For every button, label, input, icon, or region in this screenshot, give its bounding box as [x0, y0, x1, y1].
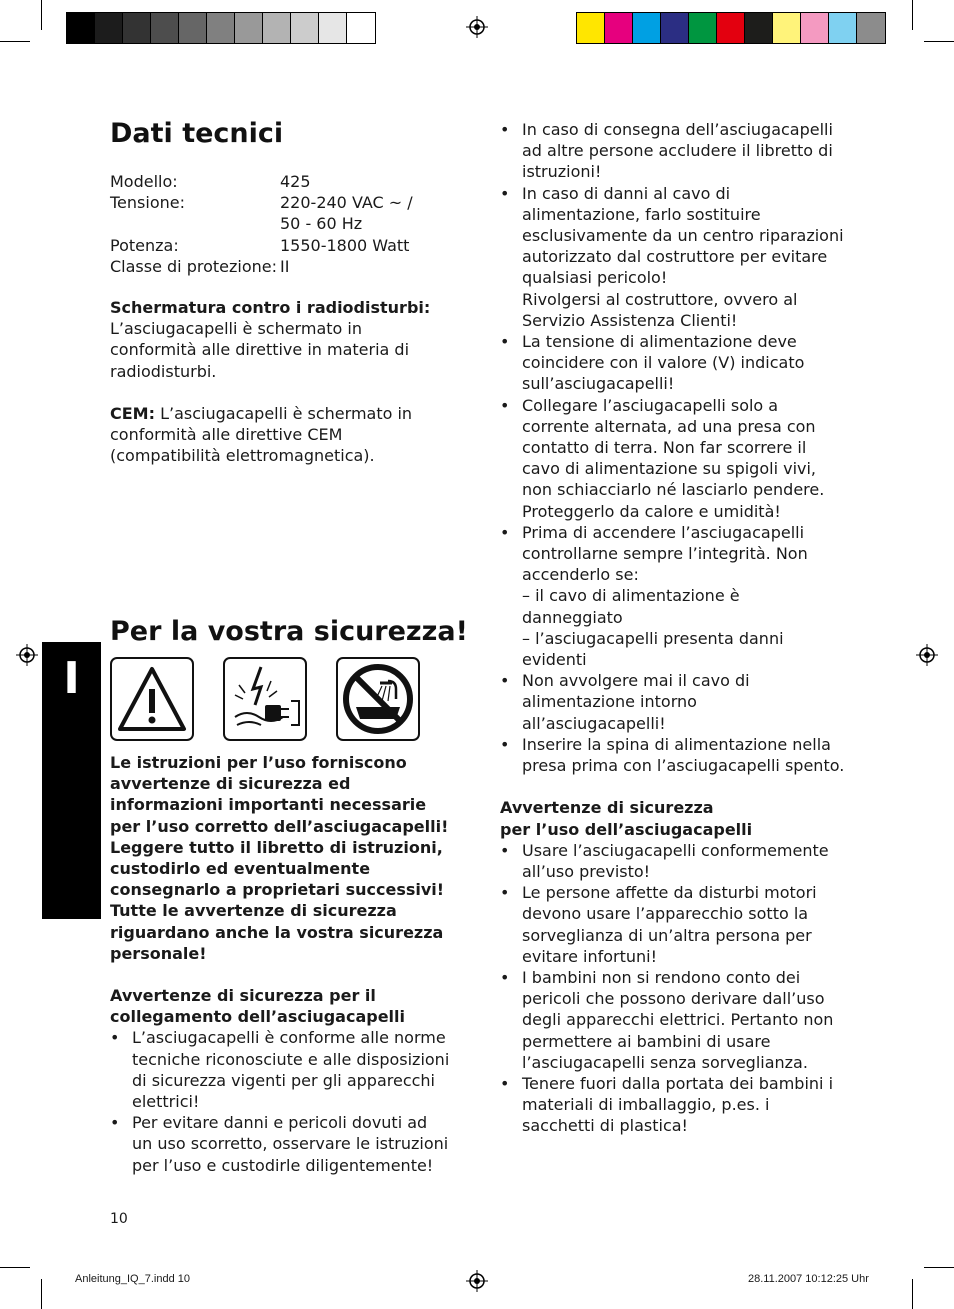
- list-item: • Collegare l’asciugacapelli solo a corrente alternata, ad una presa con contatto di terra. Non far scorrere il cavo di alimentazione su spigoli vivi, non schiacciarlo né lasciarlo pendere. Proteggerlo da calore e umidità!: [500, 395, 845, 522]
- color-swatch: [661, 13, 689, 43]
- color-swatch: [207, 13, 235, 43]
- connection-heading: Avvertenze di sicurezza per il collegamento dell’asciugacapelli: [110, 986, 405, 1027]
- spec-value: 220-240 VAC ~ /: [280, 193, 413, 213]
- color-swatch: [263, 13, 291, 43]
- color-swatch: [67, 13, 95, 43]
- spec-key: Modello:: [110, 172, 178, 191]
- page-number: 10: [110, 1211, 128, 1227]
- color-swatch: [857, 13, 885, 43]
- spec-row: [110, 213, 450, 234]
- spec-row: [110, 256, 450, 277]
- color-swatch: [577, 13, 605, 43]
- spec-value: II: [280, 256, 290, 276]
- spec-value: 425: [280, 172, 311, 191]
- list-item: • Tenere fuori dalla portata dei bambini i materiali di imballaggio, p.es. i sacchetti di plastica!: [500, 1073, 845, 1137]
- color-swatch: [829, 13, 857, 43]
- color-swatch: [689, 13, 717, 43]
- general-safety-list: [500, 119, 845, 776]
- color-swatch: [347, 13, 375, 43]
- spec-key: Potenza:: [110, 235, 179, 255]
- language-side-tab: [42, 642, 101, 919]
- footer-datetime: 28.11.2007 10:12:25 Uhr: [748, 1273, 869, 1285]
- usage-heading-line-1: Avvertenze di sicurezza: [500, 798, 714, 818]
- tech-specs: [110, 171, 450, 277]
- color-swatch: [179, 13, 207, 43]
- list-item: • La tensione di alimentazione deve coincidere con il valore (V) indicato sull’asciugacapelli!: [500, 331, 845, 395]
- list-item: • I bambini non si rendono conto dei pericoli che possono derivare dall’uso degli apparecchi elettrici. Pertanto non permettere ai bambini di usare l’asciugacapelli senza sorveglianza.: [500, 967, 845, 1073]
- list-item: • In caso di consegna dell’asciugacapelli ad altre persone accludere il libretto di istruzioni!: [500, 119, 845, 183]
- shield-section: [110, 297, 450, 466]
- grayscale-color-bar: [66, 12, 376, 44]
- registration-mark-icon: [916, 644, 938, 666]
- right-column: [500, 119, 845, 1137]
- connection-section: [110, 985, 450, 1176]
- color-swatch: [151, 13, 179, 43]
- spec-row: [110, 235, 450, 256]
- spec-key: Classe di protezione:: [110, 256, 278, 276]
- usage-safety-list: [500, 840, 845, 1137]
- color-swatch: [773, 13, 801, 43]
- usage-heading: [500, 797, 845, 839]
- shield-text: L’asciugacapelli è schermato in conformità alle direttive in materia di radiodisturbi.: [110, 319, 410, 381]
- color-swatch: [633, 13, 661, 43]
- color-swatch: [319, 13, 347, 43]
- list-item: • Prima di accendere l’asciugacapelli controllarne sempre l’integrità. Non accenderlo se: – il cavo di alimentazione è danneggiato – l’asciugacapelli presenta danni evidenti: [500, 522, 845, 670]
- water-electric-hazard-icon: [223, 657, 307, 741]
- registration-mark-icon: [466, 1270, 488, 1292]
- crop-mark: [912, 0, 913, 30]
- color-swatch: [95, 13, 123, 43]
- spec-key: [110, 213, 280, 234]
- spec-key: Tensione:: [110, 193, 185, 213]
- crop-mark: [924, 1267, 954, 1268]
- safety-title: Per la vostra sicurezza!: [110, 616, 468, 647]
- safety-intro: Le istruzioni per l’uso forniscono avvertenze di sicurezza ed informazioni importanti necessarie per l’uso corretto dell’asciugacapelli! Leggere tutto il libretto di istruzioni, custodirlo ed eventualmente consegnarlo a proprietari successivi! Tutte le avvertenze di sicurezza riguardano anche la vostra sicurezza personale!: [110, 753, 449, 963]
- spec-value: 1550-1800 Watt: [280, 235, 410, 255]
- warning-triangle-icon: [110, 657, 194, 741]
- crop-mark: [912, 1279, 913, 1309]
- crop-mark: [924, 41, 954, 42]
- crop-mark: [0, 1267, 30, 1268]
- spec-row: [110, 192, 450, 213]
- spec-value: 50 - 60 Hz: [280, 214, 363, 234]
- registration-mark-icon: [16, 644, 38, 666]
- no-shower-bath-icon: [336, 657, 420, 741]
- color-swatch: [123, 13, 151, 43]
- crop-mark: [0, 41, 30, 42]
- spec-row: [110, 171, 450, 192]
- color-swatch: [605, 13, 633, 43]
- usage-heading-line-2: per l’uso dell’asciugacapelli: [500, 819, 753, 839]
- language-letter: I: [63, 653, 80, 704]
- list-item: • Usare l’asciugacapelli conformemente all’uso previsto!: [500, 840, 845, 882]
- list-item: • Non avvolgere mai il cavo di alimentazione intorno all’asciugacapelli!: [500, 670, 845, 734]
- list-item: • Le persone affette da disturbi motori devono usare l’apparecchio sotto la sorveglianza di un’altra persona per evitare infortuni!: [500, 882, 845, 967]
- color-swatch: [235, 13, 263, 43]
- color-swatch: [291, 13, 319, 43]
- shield-heading: Schermatura contro i radiodisturbi:: [110, 298, 431, 317]
- connection-list: [110, 1027, 450, 1175]
- crop-mark: [41, 0, 42, 30]
- color-swatch: [717, 13, 745, 43]
- color-swatch: [745, 13, 773, 43]
- footer-file: Anleitung_IQ_7.indd 10: [75, 1273, 190, 1285]
- cem-label: CEM:: [110, 403, 155, 423]
- list-item: • In caso di danni al cavo di alimentazione, farlo sostituire esclusivamente da un centro riparazioni autorizzato dal costruttore per evitare qualsiasi pericolo! Rivolgersi al costruttore, ovvero al Servizio Assistenza Clienti!: [500, 183, 845, 331]
- registration-mark-icon: [466, 16, 488, 38]
- list-item: • L’asciugacapelli è conforme alle norme tecniche riconosciute e alle disposizioni di sicurezza vigenti per gli apparecchi elettrici!: [110, 1027, 450, 1112]
- list-item: • Per evitare danni e pericoli dovuti ad un uso scorretto, osservare le istruzioni per l’uso e custodirle diligentemente!: [110, 1112, 450, 1176]
- crop-mark: [41, 1279, 42, 1309]
- list-item: • Inserire la spina di alimentazione nella presa prima con l’asciugacapelli spento.: [500, 734, 845, 776]
- tech-title: Dati tecnici: [110, 118, 284, 149]
- process-color-bar: [576, 12, 886, 44]
- cem-text: L’asciugacapelli è schermato in conformità alle direttive CEM (compatibilità elettromagnetica).: [110, 403, 413, 466]
- cem-paragraph: [110, 403, 450, 467]
- color-swatch: [801, 13, 829, 43]
